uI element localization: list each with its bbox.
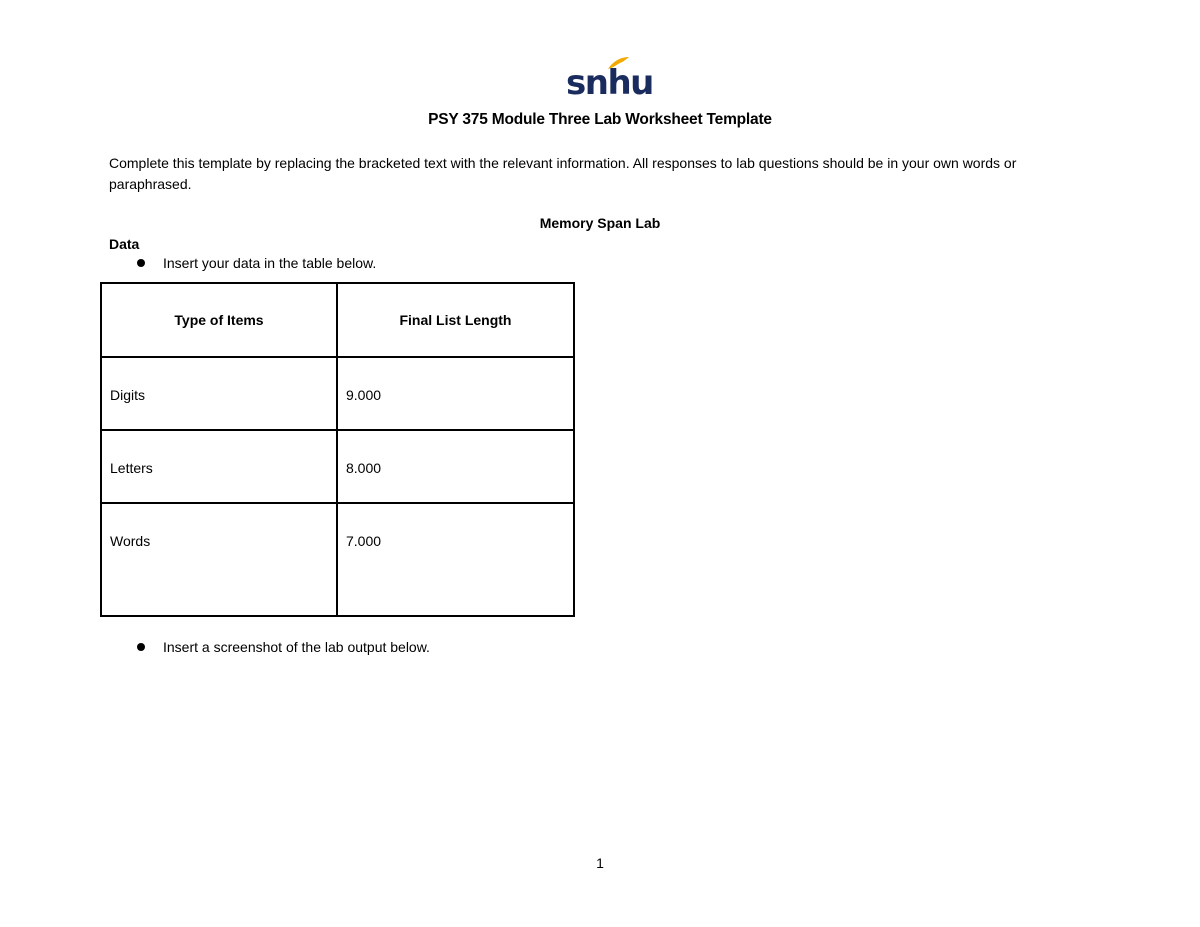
table-cell[interactable]: Digits (101, 357, 337, 430)
logo-wordmark: snhu (566, 63, 653, 103)
document-title: PSY 375 Module Three Lab Worksheet Template (428, 111, 772, 128)
table-header-row (101, 283, 574, 357)
section-title: Memory Span Lab (539, 215, 661, 231)
snhu-logo (566, 56, 653, 104)
table-row (101, 357, 574, 430)
data-heading: Data (109, 236, 140, 252)
bullet-text: Insert your data in the table below. (163, 255, 377, 271)
bullet-item-insert-data (137, 255, 376, 271)
table-row (101, 503, 574, 616)
bullet-dot-icon (137, 643, 145, 651)
table-row (101, 430, 574, 503)
bullet-text: Insert a screenshot of the lab output below. (163, 639, 430, 655)
table-header-cell: Final List Length (337, 283, 574, 357)
data-table (100, 282, 575, 617)
table-header-cell: Type of Items (101, 283, 337, 357)
instructions-paragraph: Complete this template by replacing the bracketed text with the relevant information. All responses to lab questions should be in your own words or paraphrased. (109, 155, 1017, 192)
table-cell[interactable]: 9.000 (337, 357, 574, 430)
table-cell[interactable]: 7.000 (337, 503, 574, 616)
table-cell[interactable]: 8.000 (337, 430, 574, 503)
page-number: 1 (596, 855, 604, 871)
bullet-item-insert-screenshot (137, 639, 430, 655)
bullet-dot-icon (137, 259, 145, 267)
table-cell[interactable]: Words (101, 503, 337, 616)
table-cell[interactable]: Letters (101, 430, 337, 503)
